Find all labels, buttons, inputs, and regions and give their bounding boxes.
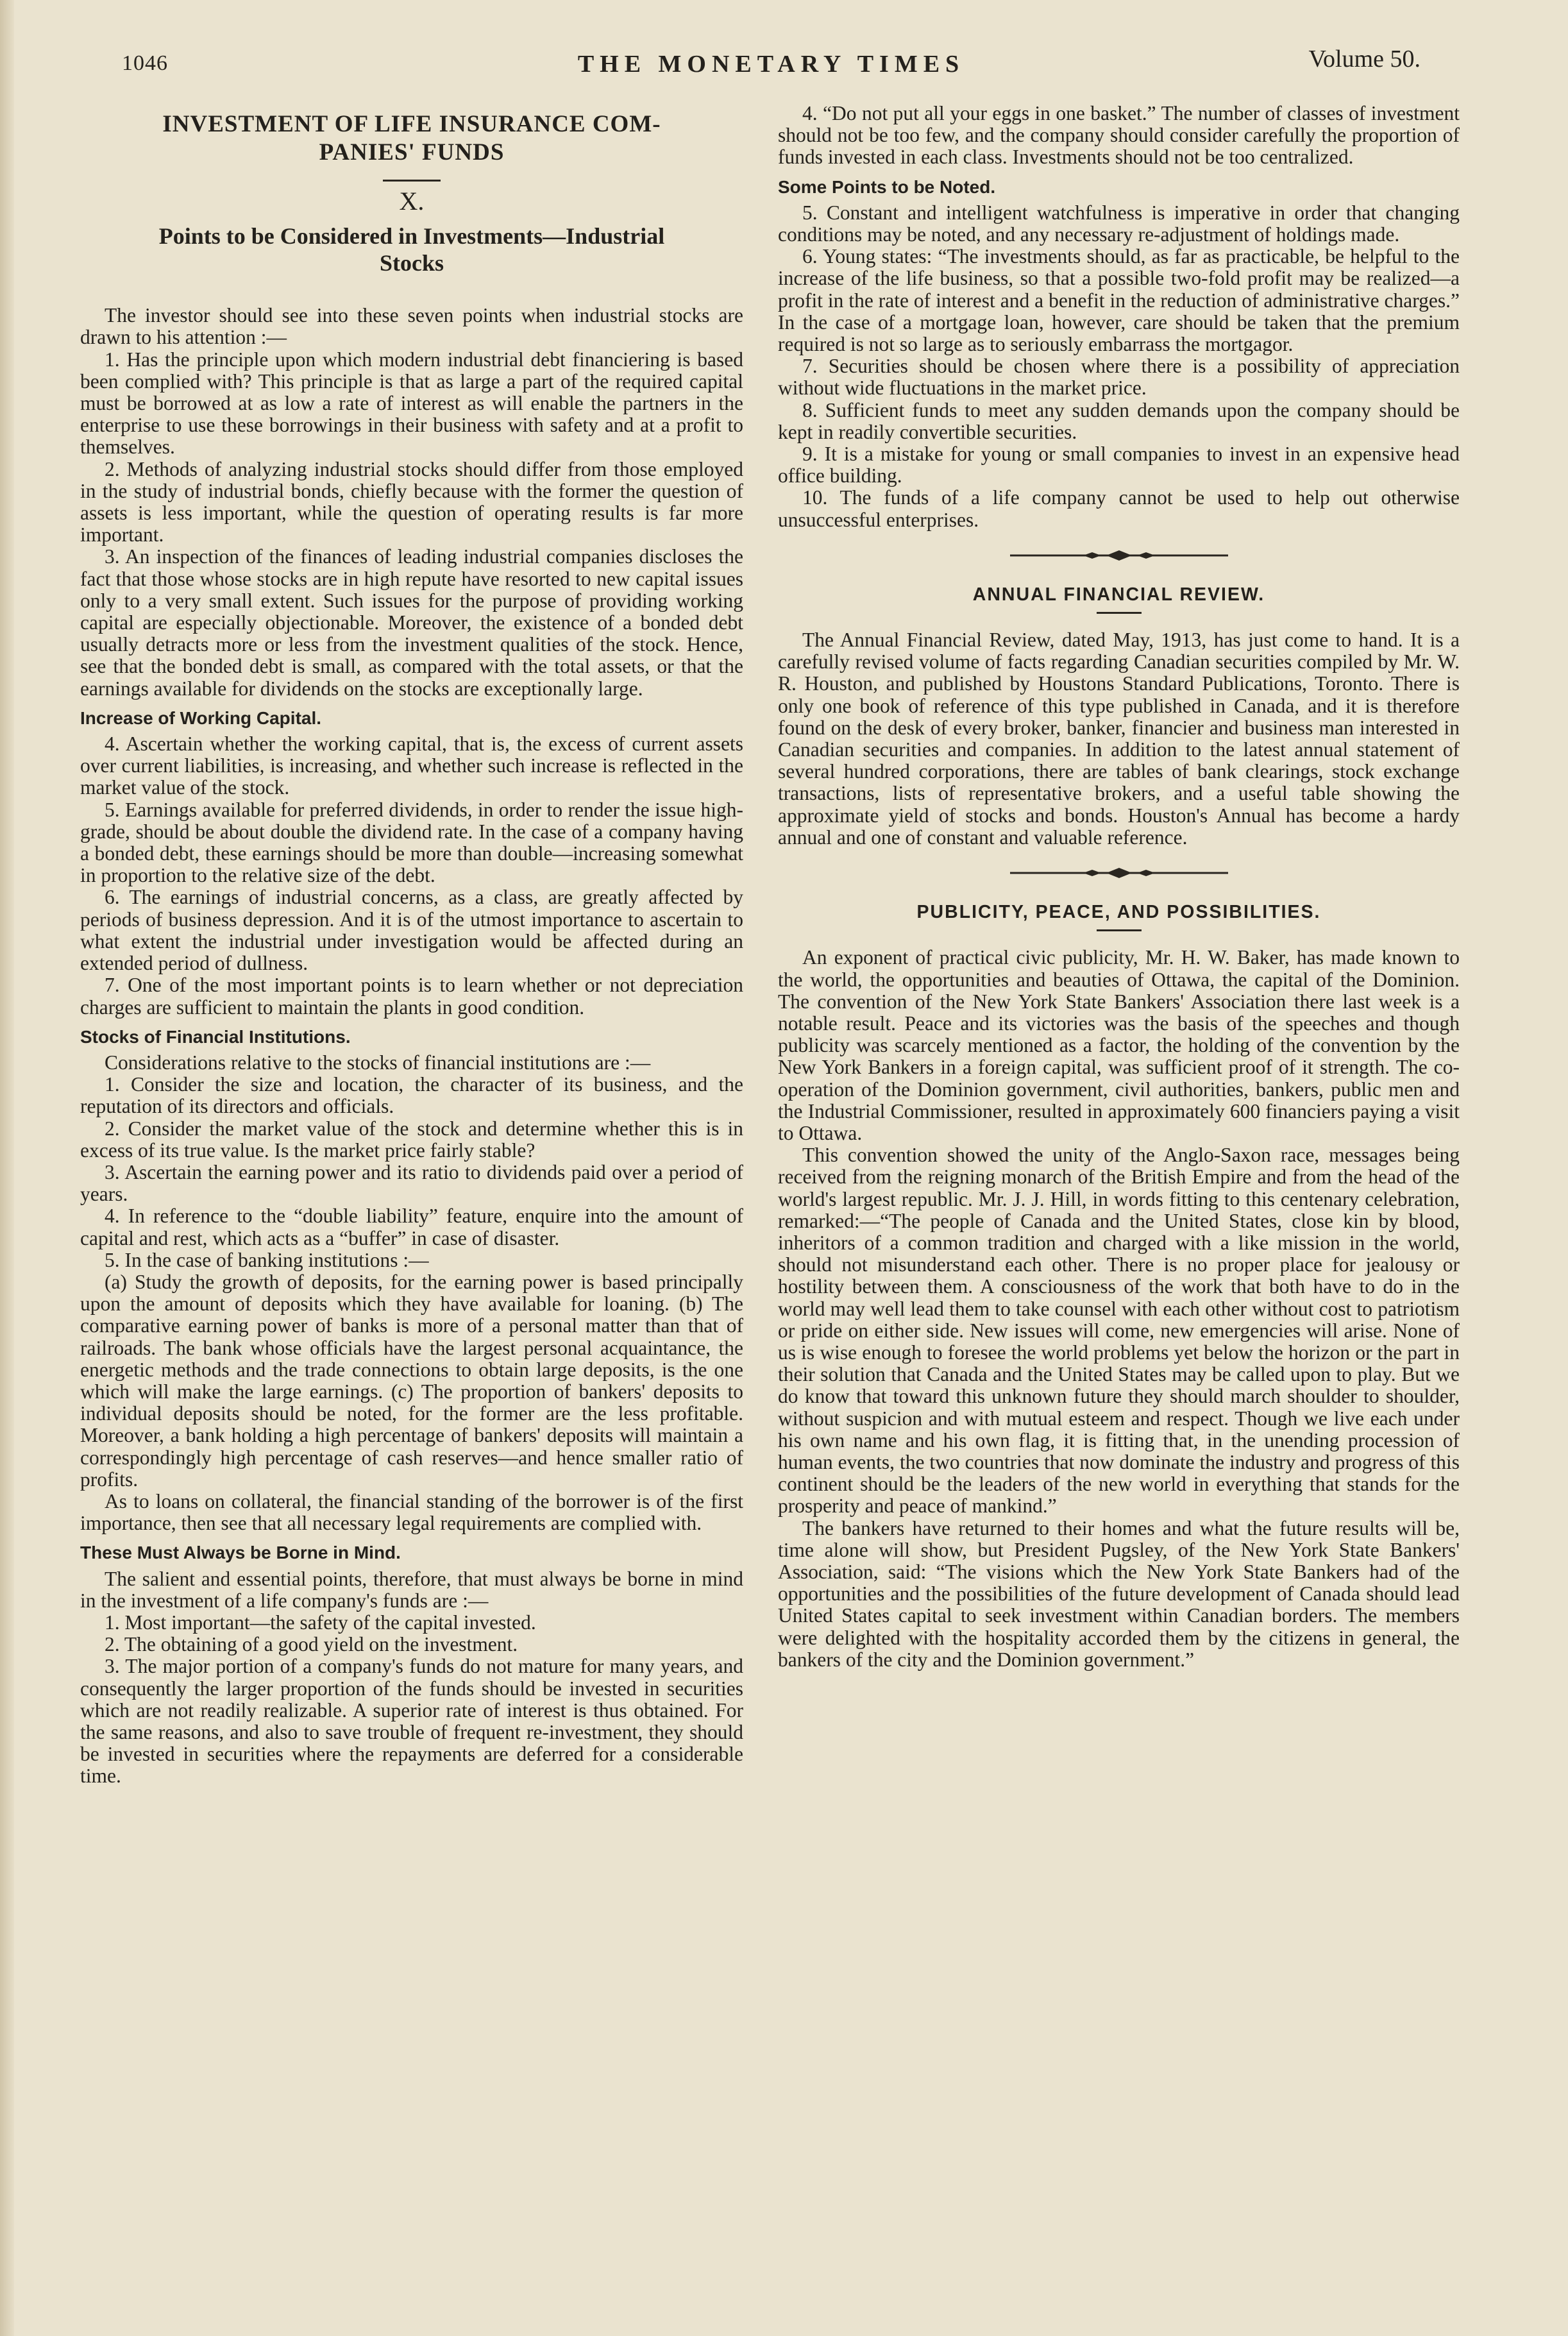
publicity-title-rule — [1097, 929, 1142, 931]
paragraph: The Annual Financial Review, dated May, 1913, has just come to hand. It is a carefully revised volume of facts regarding Canadian securities compiled by Mr. W. R. Houston, and published by Houstons Standard Publications, Toronto. There is only one book of reference of this type published in Canada, and it is therefore found on the desk of every broker, banker, financier and business man interested in Canadian securities and companies. In addition to the latest annual statement of several hundred corporations, there are tables of bank clearings, stock exchange transactions, lists of representative brokers, and a useful table showing the approximate yield of stocks and bonds. Houston's Annual has become a hardy annual and one of constant and valuable reference. — [778, 629, 1460, 849]
paragraph: 3. Ascertain the earning power and its ratio to dividends paid over a period of years. — [80, 1160, 743, 1206]
paragraph: 4. “Do not put all your eggs in one basket.” The number of classes of investment should not be too few, and the company should consider carefully the proportion of funds invested in each class. Investments should not be too centralized. — [778, 102, 1460, 169]
paragraph: 10. The funds of a life company cannot be used to help out otherwise unsuccessful enterprises. — [778, 486, 1460, 531]
article-subtitle-line-2: Stocks — [379, 250, 444, 276]
section-heading: Stocks of Financial Institutions. — [80, 1026, 351, 1047]
paragraph: 7. One of the most important points is to learn whether or not depreciation charges are sufficient to maintain the plants in good condition. — [80, 974, 743, 1019]
volume-label: Volume 50. — [1308, 46, 1420, 72]
paragraph: 1. Most important—the safety of the capital invested. — [105, 1611, 536, 1634]
article-title-line-2: PANIES' FUNDS — [319, 139, 505, 165]
section-heading: Increase of Working Capital. — [80, 707, 322, 728]
paragraph: An exponent of practical civic publicity, Mr. H. W. Baker, has made known to the world, the opportunities and beauties of Ottawa, the capital of the Dominion. The convention of the New York State Bankers' Association there last week is a notable result. Peace and its victories was the basis of the speeches and though publicity was scarcely mentioned as a factor, the holding of the convention by the New York Bankers in a foreign capital, was sufficient proof of it strength. The co-operation of the Dominion government, civil authorities, bankers, public men and the Industrial Commissioner, resulted in approximately 600 financiers paying a visit to Ottawa. — [778, 946, 1460, 1144]
section-heading: Some Points to be Noted. — [778, 176, 996, 197]
review-title: ANNUAL FINANCIAL REVIEW. — [972, 584, 1265, 605]
paragraph: The bankers have returned to their homes and what the future results will be, time alone will show, but President Pugsley, of the New York State Bankers' Association, said: “The visions which the New York State Bankers had of the opportunities and the possibilities of the future development of Canada should lead United States capital to seek investment within Canadian borders. The members were delighted with the hospitality accorded them by the citizens in general, the bankers of the city and the Dominion government.” — [778, 1516, 1460, 1671]
paragraph: 2. Consider the market value of the stock and determine whether this is in excess of its true value. Is the market price fairly stable? — [80, 1117, 743, 1162]
paragraph: 1. Has the principle upon which modern industrial debt financiering is based been complied with? This principle is that as large a part of the required capital must be borrowed at as low a rate of interest as will enable the partners in the enterprise to use these borrowings in their business with safety and at a profit to themselves. — [80, 348, 743, 459]
ornamental-divider — [1010, 548, 1228, 563]
paragraph: 1. Consider the size and location, the character of its business, and the reputation of its directors and officials. — [80, 1073, 743, 1118]
paragraph: 6. Young states: “The investments should, as far as practicable, be helpful to the increase of the life business, so that a possible two-fold profit may be realized—a profit in the rate of interest and a benefit in the reduction of administrative charges.” In the case of a mortgage loan, however, care should be taken that the premium required is not so large as to seriously embarrass the mortgagor. — [778, 245, 1460, 356]
publicity-title: PUBLICITY, PEACE, AND POSSIBILITIES. — [916, 902, 1321, 923]
paragraph: The investor should see into these seven points when industrial stocks are drawn to his attention :— — [80, 304, 743, 349]
running-head — [122, 45, 1420, 83]
article-title — [106, 110, 718, 167]
paragraph: 5. In the case of banking institutions :— — [105, 1248, 429, 1271]
paragraph: 5. Constant and intelligent watchfulness is imperative in order that changing conditions may be noted, and any necessary re-adjustment of holdings made. — [778, 201, 1460, 246]
right-column — [778, 103, 1460, 1671]
article-subtitle — [119, 223, 705, 276]
paragraph: As to loans on collateral, the financial standing of the borrower is of the first importance, then see that all necessary legal requirements are complied with. — [80, 1489, 743, 1535]
part-numeral: X. — [399, 187, 425, 216]
page-number: 1046 — [122, 51, 168, 75]
paragraph: 4. In reference to the “double liability” feature, enquire into the amount of capital and rest, which acts as a “buffer” in case of disaster. — [80, 1205, 743, 1249]
review-title-rule — [1097, 612, 1142, 614]
paragraph: 9. It is a mistake for young or small companies to invest in an expensive head office building. — [778, 443, 1460, 487]
paragraph: (a) Study the growth of deposits, for the earning power is based principally upon the amount of deposits which they have available for loaning. (b) The comparative earning power of banks is more of a personal matter than that of railroads. The bank whose officials have the largest personal acquaintance, the energetic methods and the trade connections to obtain large deposits, is the one which will make the large earnings. (c) The proportion of bankers' deposits to individual deposits should be noted, for the former are the less profitable. Moreover, a bank holding a high percentage of bankers' deposits will maintain a correspondingly high percentage of cash reserves—and hence smaller ratio of profits. — [80, 1270, 743, 1491]
paragraph: 2. The obtaining of a good yield on the investment. — [105, 1633, 518, 1656]
page-edge — [0, 0, 14, 2336]
article-title-line-1: INVESTMENT OF LIFE INSURANCE COM- — [162, 111, 661, 137]
paragraph: 7. Securities should be chosen where there is a possibility of appreciation without wide fluctuations in the market price. — [778, 355, 1460, 400]
paragraph: The salient and essential points, therefore, that must always be borne in mind in the investment of a life company's funds are :— — [80, 1567, 743, 1612]
masthead: THE MONETARY TIMES — [577, 51, 965, 78]
paragraph: Considerations relative to the stocks of financial institutions are :— — [105, 1051, 651, 1074]
paragraph: This convention showed the unity of the Anglo-Saxon race, messages being received from the reigning monarch of the British Empire and from the head of the world's largest republic. Mr. J. J. Hill, in words fitting to this centenary celebration, remarked:—“The people of Canada and the United States, close kin by blood, inheritors of a common tradition and charged with a like mission in the world, should not misunderstand each other. There is no proper place for jealousy or hostility between them. A consciousness of the work that both have to do in the world may well lead them to take counsel with each other without cost to patriotism or pride on either side. New issues will come, new emergencies will arise. None of us is wise enough to foresee the world problems yet below the horizon or the part in their solution that Canada and the United States may be called upon to play. But we do know that toward this unknown future they should march shoulder to shoulder, without suspicion and with mutual esteem and respect. Though we live each under his own name and his own flag, it is fitting that, in the unending procession of human events, the two countries that now dominate the industry and progress of this continent should be the leaders of the new world in everything that stands for the prosperity and peace of mankind.” — [778, 1144, 1460, 1518]
paragraph: 2. Methods of analyzing industrial stocks should differ from those employed in the study of industrial bonds, chiefly because with the former the question of assets is less important, while the question of operating results is far more important. — [80, 457, 743, 546]
title-rule — [383, 180, 441, 182]
ornamental-divider — [1010, 865, 1228, 881]
paragraph: 4. Ascertain whether the working capital, that is, the excess of current assets over current liabilities, is increasing, and whether such increase is reflected in the market value of the stock. — [80, 732, 743, 799]
paragraph: 6. The earnings of industrial concerns, as a class, are greatly affected by periods of business depression. And it is of the utmost importance to ascertain to what extent the industrial under investigation would be affected during an extended period of dullness. — [80, 886, 743, 975]
article-subtitle-line-1: Points to be Considered in Investments—Industrial — [158, 223, 665, 250]
section-heading: These Must Always be Borne in Mind. — [80, 1543, 401, 1563]
paragraph: 8. Sufficient funds to meet any sudden demands upon the company should be kept in readily convertible securities. — [778, 398, 1460, 443]
paragraph: 3. The major portion of a company's funds do not mature for many years, and consequently the larger proportion of the funds should be invested in securities which are not readily realizable. A superior rate of interest is thus obtained. For the same reasons, and also to save trouble of frequent re-investment, they should be invested in securities where the repayments are deferred for a considerable time. — [80, 1655, 743, 1788]
paragraph: 3. An inspection of the finances of leading industrial companies discloses the fact that those whose stocks are in high repute have resorted to new capital issues only to a very small extent. Such issues for the purpose of providing working capital are especially objectionable. Moreover, the existence of a bonded debt usually detracts more or less from the investment qualities of the stock. Hence, see that the bonded debt is small, as compared with the total assets, or that the earnings available for dividends on the stocks are exceptionally large. — [80, 545, 743, 700]
paragraph: 5. Earnings available for preferred dividends, in order to render the issue high-grade, should be about double the dividend rate. In the case of a company having a bonded debt, these earnings should be more than double—increasing somewhat in proportion to the relative size of the debt. — [80, 798, 743, 887]
left-column — [80, 103, 743, 1788]
